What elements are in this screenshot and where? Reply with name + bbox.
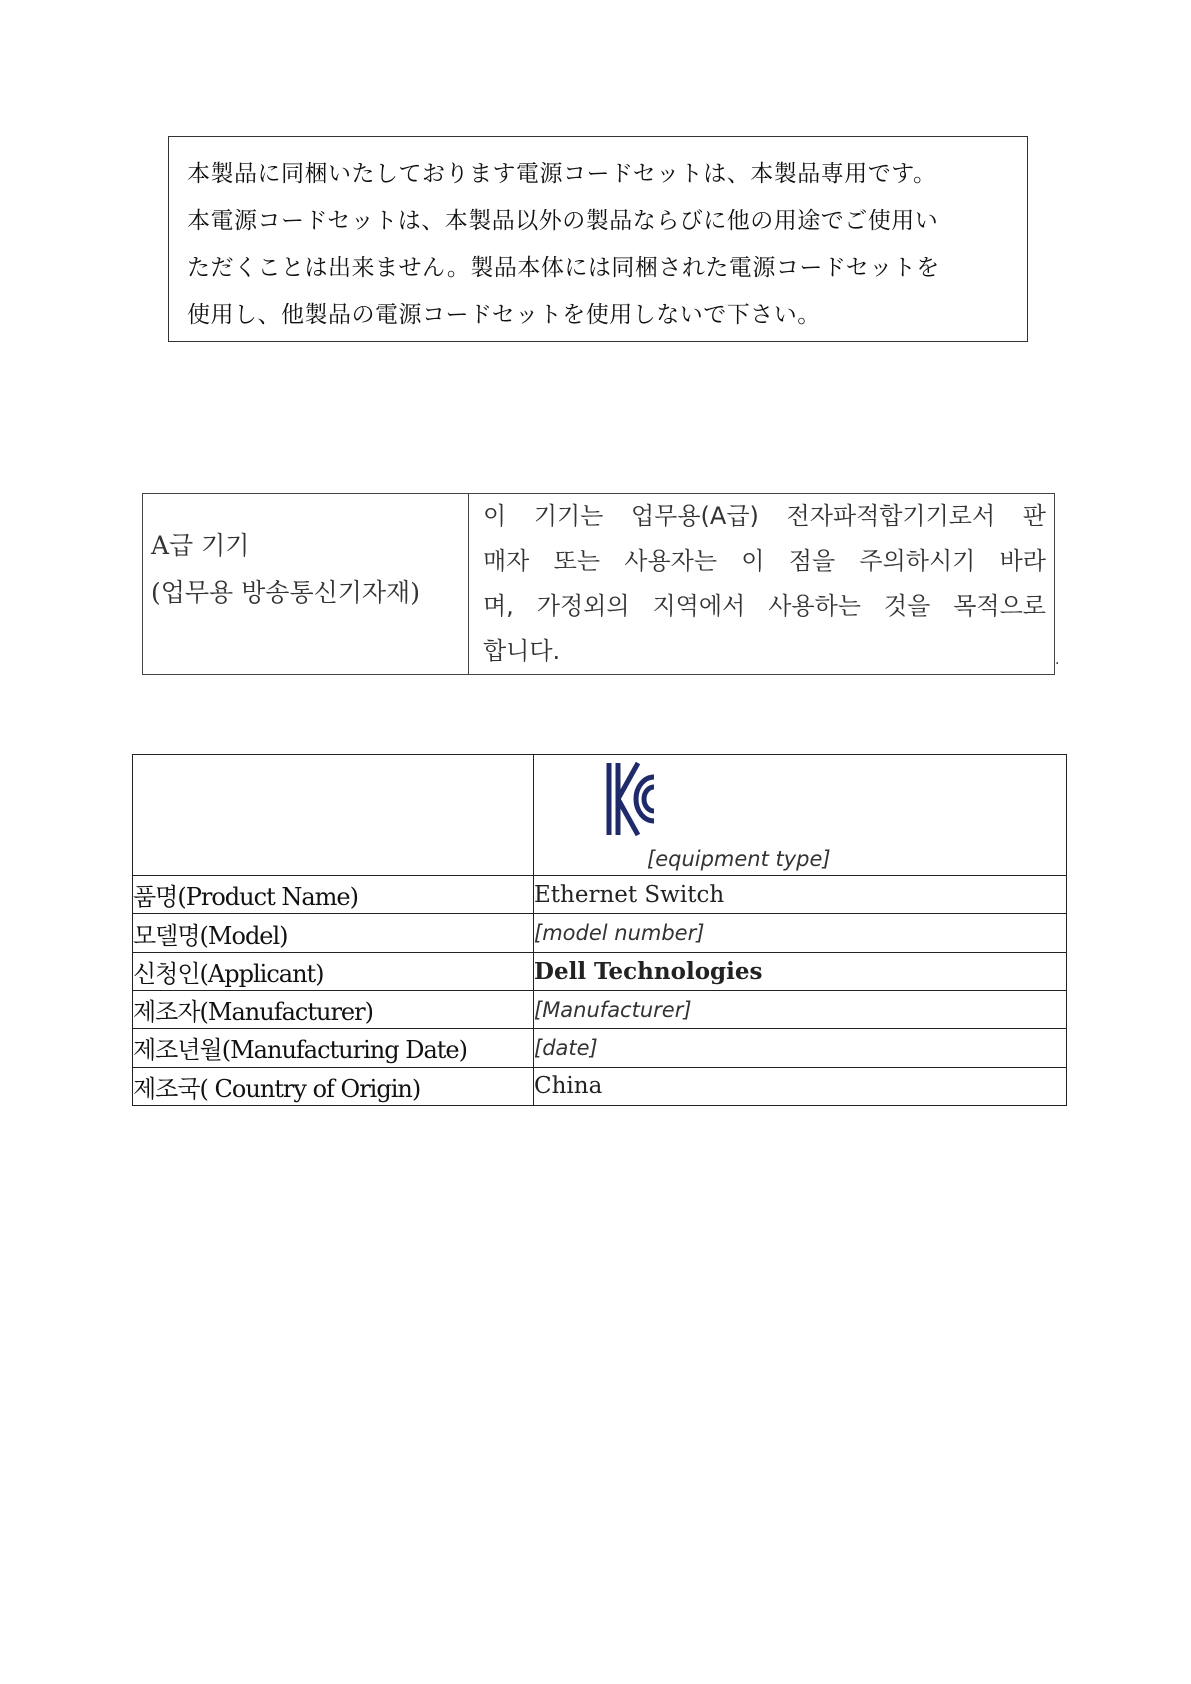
class-a-label-cell [143, 494, 469, 675]
kc-empty-cell [133, 755, 534, 876]
field-label-applicant: 신청인(Applicant) [133, 952, 534, 990]
trailing-period: . [1055, 652, 1060, 668]
class-a-subtitle: (업무용 방송통신기자재) [151, 578, 420, 607]
field-value-product-name: Ethernet Switch [534, 876, 1067, 914]
field-label-manufacturer: 제조자(Manufacturer) [133, 990, 534, 1028]
class-a-statement-cell [469, 494, 1055, 675]
table-row [133, 952, 1067, 990]
field-value-applicant: Dell Technologies [534, 952, 1067, 990]
field-label-manufacturing-date: 제조년월(Manufacturing Date) [133, 1029, 534, 1067]
statement-line: 합니다. [483, 637, 561, 665]
kc-mark-icon [604, 759, 658, 839]
table-row [133, 914, 1067, 952]
class-a-title: A급 기기 [151, 531, 250, 560]
japanese-power-cord-notice [168, 136, 1028, 342]
notice-line: 本製品に同梱いたしております電源コードセットは、本製品専用です。 [187, 161, 937, 187]
field-value-country-of-origin: China [534, 1067, 1067, 1105]
field-label-model: 모델명(Model) [133, 914, 534, 952]
kc-label-table [132, 754, 1067, 1106]
notice-line: ただくことは出来ません。製品本体には同梱された電源コードセットを [187, 255, 940, 281]
kc-logo-cell [534, 755, 1067, 876]
statement-line: 매자 또는 사용자는 이 점을 주의하시기 바라 [483, 547, 1046, 575]
field-value-manufacturer: [Manufacturer] [534, 990, 1067, 1028]
field-value-model: [model number] [534, 914, 1067, 952]
notice-line: 本電源コードセットは、本製品以外の製品ならびに他の用途でご使用い [187, 208, 939, 234]
statement-line: 이 기기는 업무용(A급) 전자파적합기기로서 판 [483, 502, 1046, 530]
korean-class-a-table [142, 493, 1055, 675]
table-row [133, 876, 1067, 914]
table-row [133, 990, 1067, 1028]
equipment-type: [equipment type] [647, 847, 831, 871]
statement-line: 며, 가정외의 지역에서 사용하는 것을 목적으로 [483, 592, 1046, 620]
table-row [133, 1067, 1067, 1105]
field-label-product-name: 품명(Product Name) [133, 876, 534, 914]
table-row [133, 1029, 1067, 1067]
field-value-manufacturing-date: [date] [534, 1029, 1067, 1067]
field-label-country-of-origin: 제조국( Country of Origin) [133, 1067, 534, 1105]
notice-line: 使用し、他製品の電源コードセットを使用しないで下さい。 [187, 302, 821, 328]
